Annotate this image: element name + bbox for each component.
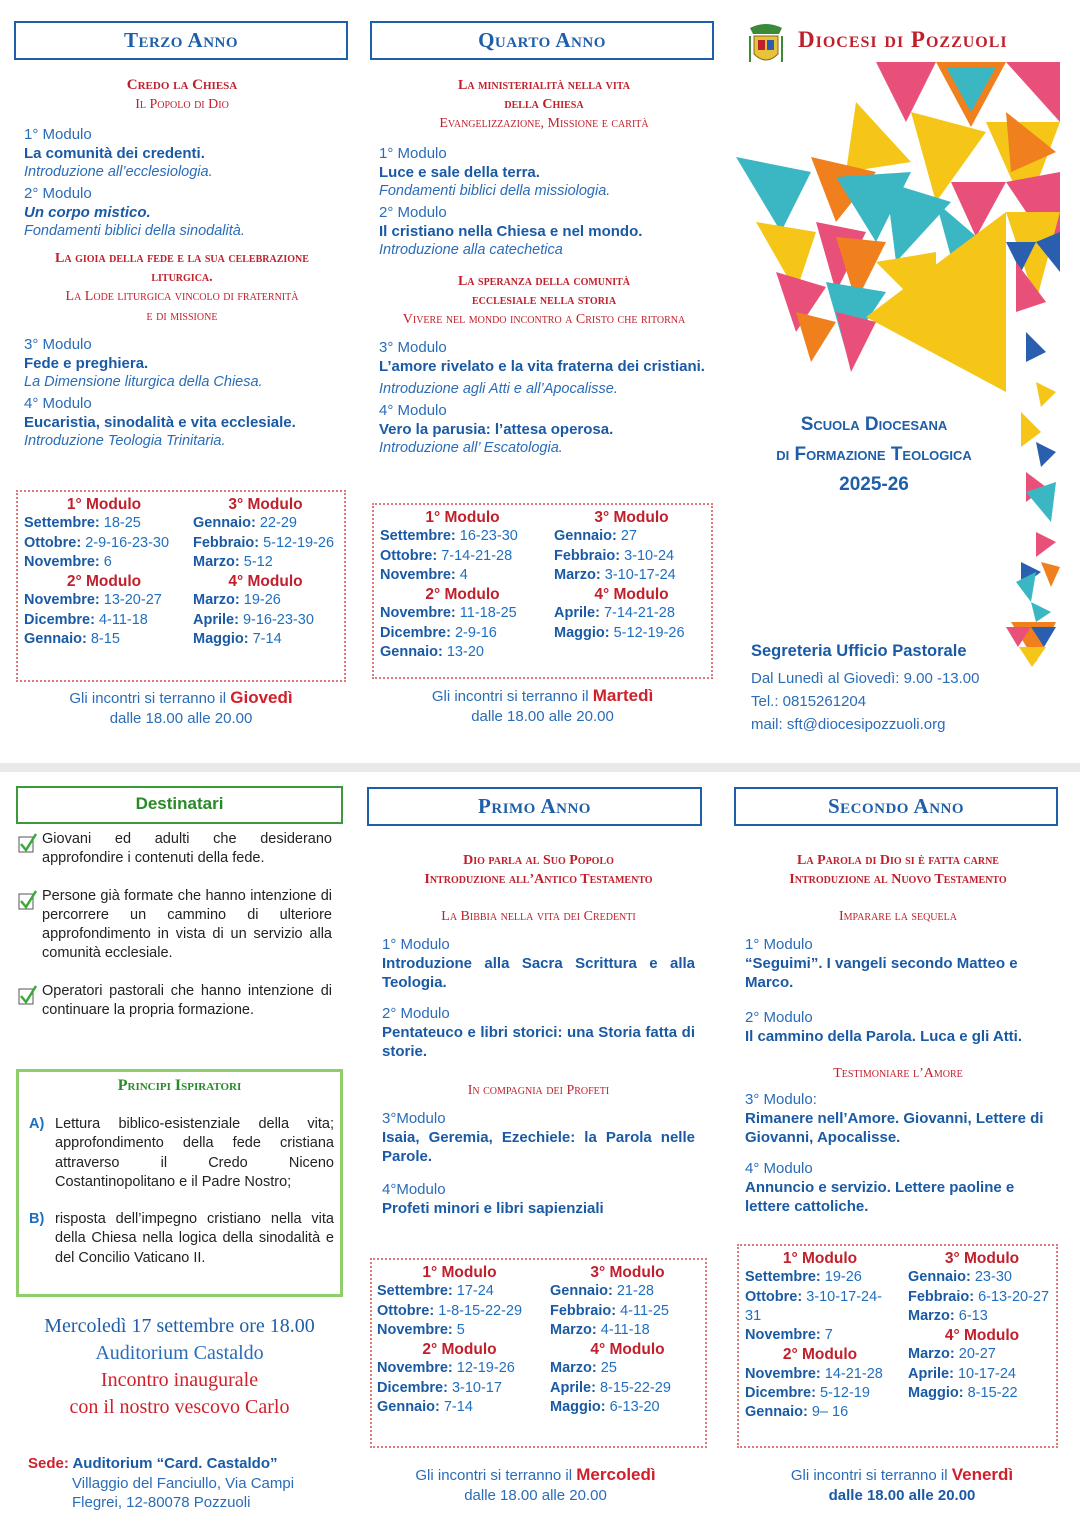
dates: 17-24 (452, 1283, 494, 1300)
meeting-time: dalle 18.00 alle 20.00 (828, 1487, 976, 1504)
destinatari-header (16, 786, 343, 824)
dates: 5-12 (239, 553, 273, 570)
month-label: Aprile: (554, 605, 600, 622)
module-heading: 2° Modulo (422, 1341, 497, 1359)
dates: 1-8-15-22-29 (434, 1302, 523, 1319)
month-label: Settembre: (380, 528, 456, 545)
dates: 4-11-18 (596, 1321, 650, 1338)
module-title: Un corpo mistico. (24, 204, 151, 221)
module-intro: Fondamenti biblici della missiologia. (379, 183, 611, 199)
secondo-schedule-box (737, 1244, 1058, 1448)
module-title: Annuncio e servizio. Lettere paoline e lettere cattoliche. (745, 1179, 1015, 1215)
dates: 19-26 (239, 592, 281, 609)
dates: 2-9-16-23-30 (81, 534, 170, 551)
schedule-col-right (554, 508, 709, 643)
inaugural-event (16, 1313, 343, 1421)
principle-a (29, 1115, 334, 1192)
section-subtitle: Imparare la sequela (839, 909, 957, 924)
list-item-text: Persone già formate che hanno intenzione di percorrere un cammino di ulteriore approfondimento in vista di un servizio alla comunità ecclesiale. (42, 887, 332, 962)
module-label: 1° Modulo (745, 936, 813, 953)
month-label: Dicembre: (745, 1385, 816, 1402)
month-label: Febbraio: (908, 1288, 975, 1305)
dates: 5 (452, 1321, 465, 1338)
module-heading: 1° Modulo (422, 1264, 497, 1281)
office-title: Segreteria Ufficio Pastorale (751, 642, 967, 660)
month-label: Febbraio: (193, 534, 260, 551)
principle-text: Lettura biblico-esistenziale della vita; approfondimento della fede cristiana attraverso il Credo Niceno Costantinopolitano e il Padre Nostro; (55, 1116, 334, 1190)
dates: 6-13-20-27 (974, 1288, 1050, 1305)
module-heading: 4° Modulo (590, 1341, 665, 1359)
meeting-text: Gli incontri si terranno il (415, 1467, 577, 1484)
module-title: Introduzione alla Sacra Scrittura e alla Teologia. (382, 955, 695, 991)
month-label: Novembre: (745, 1365, 821, 1382)
inaugural-place: Auditorium Castaldo (95, 1342, 264, 1364)
module-heading: 2° Modulo (425, 586, 500, 604)
principle-letter: A) (29, 1116, 45, 1132)
office-phone: Tel.: 0815261204 (751, 693, 867, 710)
quarto-meeting-info (372, 686, 713, 727)
dates: 9– 16 (807, 1404, 849, 1421)
month-label: Febbraio: (550, 1302, 617, 1319)
module-heading: 3° Modulo (944, 1250, 1020, 1267)
dates: 5-12-19-26 (609, 624, 685, 641)
secondo-anno-header-text: Secondo Anno (827, 794, 965, 818)
schedule-col-left (745, 1249, 895, 1423)
month-label: Marzo: (908, 1307, 955, 1324)
sede-info (28, 1454, 348, 1513)
office-hours: Dal Lunedì al Giovedì: 9.00 -13.00 (751, 670, 980, 687)
dates: 20-27 (954, 1346, 996, 1363)
primo-meeting-info (367, 1465, 704, 1506)
dates: 4 (455, 566, 468, 583)
school-title-line1: Scuola Diocesana (800, 414, 948, 435)
dates: 18-25 (99, 515, 141, 532)
principi-box (16, 1069, 343, 1297)
dates: 10-17-24 (953, 1365, 1016, 1382)
module-intro: Introduzione all’ Escatologia. (379, 440, 563, 456)
month-label: Ottobre: (377, 1302, 435, 1319)
schedule-col-right (908, 1249, 1056, 1403)
month-label: Marzo: (554, 566, 601, 583)
primo-anno-header (367, 787, 702, 826)
month-label: Novembre: (24, 592, 100, 609)
module-label: 3° Modulo: (745, 1091, 817, 1108)
dates: 6-13 (954, 1307, 988, 1324)
dates: 23-30 (970, 1269, 1012, 1286)
month-label: Novembre: (380, 605, 456, 622)
diocese-title: Diocesi di Pozzuoli (798, 27, 1008, 52)
dates: 6 (99, 553, 112, 570)
meeting-day: Giovedì (230, 688, 293, 707)
dates: 7 (820, 1327, 833, 1344)
dates: 5-12-19-26 (259, 534, 335, 551)
module-label: 2° Modulo (379, 204, 447, 221)
section-title-cont: ecclesiale nella storia (471, 293, 617, 308)
section-subtitle: Evangelizzazione, Missione e carità (439, 116, 649, 131)
primo-schedule-box (370, 1258, 707, 1448)
dates: 7-14 (248, 631, 282, 648)
meeting-day: Venerdì (951, 1465, 1014, 1484)
month-label: Gennaio: (24, 631, 87, 648)
month-label: Novembre: (380, 566, 456, 583)
dates: 27 (616, 528, 638, 545)
checkmark-icon (18, 889, 36, 909)
month-label: Gennaio: (550, 1283, 613, 1300)
secondo-anno-header (734, 787, 1058, 826)
module-label: 1° Modulo (24, 126, 92, 143)
month-label: Marzo: (550, 1321, 597, 1338)
module-title: La comunità dei credenti. (24, 145, 205, 162)
sede-address: Flegrei, 12-80078 Pozzuoli (72, 1494, 251, 1511)
schedule-col-left (377, 1263, 542, 1417)
dates: 4-11-18 (94, 611, 148, 628)
module-intro: La Dimensione liturgica della Chiesa. (24, 374, 263, 390)
dates: 2-9-16 (450, 624, 497, 641)
principle-b (29, 1210, 334, 1268)
module-label: 3°Modulo (382, 1110, 446, 1127)
module-heading: 1° Modulo (66, 496, 142, 513)
month-label: Settembre: (745, 1269, 821, 1286)
module-intro: Fondamenti biblici della sinodalità. (24, 223, 245, 239)
section-title: Credo la Chiesa (126, 77, 238, 93)
secondo-meeting-info (737, 1465, 1067, 1506)
module-title: Il cristiano nella Chiesa e nel mondo. (379, 223, 643, 240)
module-title: Eucaristia, sinodalità e vita ecclesiale. (24, 414, 296, 431)
month-label: Maggio: (550, 1399, 606, 1416)
meeting-time: dalle 18.00 alle 20.00 (464, 1487, 607, 1504)
checkmark-icon (18, 832, 36, 852)
dates: 6-13-20 (605, 1399, 660, 1416)
section-subtitle: La Bibbia nella vita dei Credenti (441, 909, 636, 924)
module-heading: 4° Modulo (944, 1327, 1020, 1345)
module-title: Vero la parusia: l’attesa operosa. (379, 421, 614, 438)
school-year: 2025-26 (839, 474, 909, 495)
month-label: Marzo: (193, 553, 240, 570)
month-label: Marzo: (550, 1360, 597, 1377)
dates: 25 (596, 1360, 617, 1377)
principle-text: risposta dell’impegno cristiano nella vita della Chiesa nella logica della sinodalità e del Concilio Vaticano II. (55, 1211, 334, 1266)
terzo-anno-content (24, 76, 340, 451)
month-label: Dicembre: (380, 624, 451, 641)
terzo-meeting-info (16, 688, 346, 729)
inaugural-line2: con il nostro vescovo Carlo (69, 1396, 290, 1418)
office-contact (751, 640, 1051, 736)
principle-letter: B) (29, 1211, 45, 1228)
dates: 7-14-21-28 (437, 547, 513, 564)
primo-anno-header-text: Primo Anno (478, 794, 591, 818)
section-title-cont: Introduzione al Nuovo Testamento (789, 872, 1007, 887)
quarto-anno-header-text: Quarto Anno (478, 28, 606, 52)
month-label: Gennaio: (908, 1269, 971, 1286)
month-label: Dicembre: (24, 611, 95, 628)
list-item (18, 830, 332, 869)
meeting-text: Gli incontri si terranno il (69, 690, 231, 707)
month-label: Ottobre: (745, 1288, 803, 1305)
month-label: Gennaio: (377, 1399, 440, 1416)
module-label: 2° Modulo (382, 1005, 450, 1022)
section-subtitle: Il Popolo di Dio (135, 97, 229, 112)
dates: 3-10-17 (447, 1379, 502, 1396)
module-title: Pentateuco e libri storici: una Storia fatta di storie. (382, 1024, 695, 1060)
list-item (18, 887, 332, 964)
dates: 3-10-17-24-31 (745, 1288, 882, 1324)
meeting-text: Gli incontri si terranno il (790, 1467, 952, 1484)
module-intro: Introduzione Teologia Trinitaria. (24, 433, 226, 449)
section-subtitle-cont: e di missione (146, 309, 218, 324)
dates: 7-14 (439, 1399, 473, 1416)
dates: 12-19-26 (452, 1360, 515, 1377)
office-email[interactable]: mail: sft@diocesipozzuoli.org (751, 716, 946, 733)
dates: 8-15-22-29 (595, 1379, 671, 1396)
module-intro: Introduzione all’ecclesiologia. (24, 164, 213, 180)
schedule-col-right (193, 495, 338, 649)
module-label: 4° Modulo (745, 1160, 813, 1177)
month-label: Gennaio: (193, 515, 256, 532)
month-label: Novembre: (377, 1321, 453, 1338)
dates: 3-10-24 (620, 547, 675, 564)
dates: 22-29 (255, 515, 297, 532)
inaugural-date: Mercoledì 17 settembre ore 18.00 (44, 1315, 315, 1337)
section-title: Dio parla al Suo Popolo (463, 853, 614, 868)
section-title: La ministerialità nella vita (458, 78, 630, 93)
meeting-time: dalle 18.00 alle 20.00 (471, 708, 614, 725)
terzo-anno-header-text: Terzo Anno (123, 28, 239, 52)
dates: 8-15 (86, 631, 120, 648)
section-title-cont: Introduzione all’Antico Testamento (424, 872, 653, 887)
module-heading: 4° Modulo (594, 586, 669, 604)
section-title-cont: della Chiesa (504, 97, 584, 112)
meeting-text: Gli incontri si terranno il (431, 688, 593, 705)
module-label: 1° Modulo (379, 145, 447, 162)
destinatari-header-text: Destinatari (135, 794, 224, 813)
month-label: Gennaio: (380, 644, 443, 661)
module-title: Fede e preghiera. (24, 355, 149, 372)
module-heading: 3° Modulo (594, 509, 669, 526)
month-label: Settembre: (377, 1283, 453, 1300)
month-label: Settembre: (24, 515, 100, 532)
dates: 19-26 (820, 1269, 862, 1286)
module-title: L’amore rivelato e la vita fraterna dei cristiani. (379, 358, 705, 375)
module-label: 2° Modulo (745, 1009, 813, 1026)
decorative-triangles-graphic (736, 62, 1066, 682)
meeting-time: dalle 18.00 alle 20.00 (109, 710, 253, 727)
module-title: Il cammino della Parola. Luca e gli Atti. (745, 1028, 1023, 1045)
destinatari-list (18, 830, 332, 1020)
dates: 13-20-27 (99, 592, 162, 609)
module-heading: 1° Modulo (425, 509, 500, 526)
month-label: Aprile: (550, 1379, 596, 1396)
dates: 9-16-23-30 (238, 611, 314, 628)
module-label: 2° Modulo (24, 185, 92, 202)
sede-label: Sede: (28, 1455, 69, 1472)
month-label: Maggio: (908, 1385, 964, 1402)
list-item-text: Operatori pastorali che hanno intenzione di continuare la propria formazione. (42, 982, 332, 1019)
quarto-anno-content (379, 76, 709, 458)
month-label: Marzo: (908, 1346, 955, 1363)
dates: 16-23-30 (455, 528, 518, 545)
dates: 3-10-17-24 (600, 566, 676, 583)
checkmark-icon (18, 984, 36, 1004)
section-subtitle: In compagnia dei Profeti (467, 1083, 610, 1098)
module-label: 4°Modulo (382, 1181, 446, 1198)
month-label: Ottobre: (380, 547, 438, 564)
meeting-day: Martedì (592, 686, 654, 705)
month-label: Dicembre: (377, 1379, 448, 1396)
month-label: Marzo: (193, 592, 240, 609)
module-heading: 2° Modulo (66, 573, 142, 591)
quarto-anno-header (370, 21, 714, 60)
module-label: 3° Modulo (379, 339, 447, 356)
inaugural-line1: Incontro inaugurale (100, 1369, 259, 1391)
dates: 4-11-25 (616, 1302, 669, 1319)
dates: 7-14-21-28 (599, 605, 675, 622)
schedule-col-right (550, 1263, 705, 1417)
dates: 11-18-25 (455, 605, 517, 622)
month-label: Maggio: (193, 631, 249, 648)
sede-address: Villaggio del Fanciullo, Via Campi (72, 1474, 295, 1492)
module-title: Profeti minori e libri sapienziali (382, 1200, 604, 1217)
month-label: Ottobre: (24, 534, 82, 551)
module-label: 3° Modulo (24, 336, 92, 353)
month-label: Febbraio: (554, 547, 621, 564)
month-label: Novembre: (377, 1360, 453, 1377)
month-label: Novembre: (24, 553, 100, 570)
month-label: Gennaio: (745, 1404, 808, 1421)
module-heading: 3° Modulo (228, 496, 303, 513)
terzo-schedule-box (16, 490, 346, 682)
module-intro: Introduzione agli Atti e all’Apocalisse. (379, 381, 618, 397)
month-label: Aprile: (193, 611, 239, 628)
secondo-anno-content (745, 851, 1051, 1216)
meeting-day: Mercoledì (576, 1465, 656, 1484)
principi-header: Principi Ispiratori (117, 1077, 242, 1094)
month-label: Aprile: (908, 1365, 954, 1382)
schedule-col-left (380, 508, 545, 662)
module-heading: 4° Modulo (228, 573, 303, 591)
school-title (740, 410, 1008, 500)
module-heading: 1° Modulo (782, 1250, 858, 1267)
dates: 8-15-22 (963, 1385, 1018, 1402)
section-title: La speranza della comunità (457, 274, 631, 289)
section-subtitle: Testimoniare l’Amore (833, 1066, 963, 1081)
list-item-text: Giovani ed adulti che desiderano approfondire i contenuti della fede. (42, 831, 332, 867)
section-title: La Parola di Dio si è fatta carne (797, 853, 999, 868)
sede-name: Auditorium “Card. Castaldo” (68, 1455, 278, 1472)
module-heading: 3° Modulo (590, 1264, 665, 1281)
dates: 21-28 (612, 1283, 654, 1300)
section-subtitle: La Lode liturgica vincolo di fraternità (65, 289, 299, 304)
module-title: Luce e sale della terra. (379, 164, 540, 181)
dates: 5-12-19 (815, 1385, 870, 1402)
section-subtitle: Vivere nel mondo incontro a Cristo che ritorna (402, 312, 686, 327)
quarto-schedule-box (372, 503, 713, 679)
section-title-cont: liturgica. (151, 270, 213, 285)
module-label: 4° Modulo (24, 395, 92, 412)
schedule-col-left (24, 495, 184, 649)
list-item (18, 982, 332, 1021)
section-title: La gioia della fede e la sua celebrazione (55, 251, 309, 266)
school-title-line2: di Formazione Teologica (776, 444, 972, 465)
module-intro: Introduzione alla catechetica (379, 242, 563, 258)
module-title: Isaia, Geremia, Ezechiele: la Parola nelle Parole. (382, 1129, 695, 1165)
month-label: Novembre: (745, 1327, 821, 1344)
module-title: Rimanere nell’Amore. Giovanni, Lettere di Giovanni, Apocalisse. (745, 1110, 1044, 1146)
month-label: Gennaio: (554, 528, 617, 545)
fold-divider (0, 763, 1080, 772)
module-title: “Seguimi”. I vangeli secondo Matteo e Marco. (745, 955, 1018, 991)
primo-anno-content (382, 851, 695, 1218)
month-label: Maggio: (554, 624, 610, 641)
terzo-anno-header (14, 21, 348, 60)
module-label: 1° Modulo (382, 936, 450, 953)
dates: 14-21-28 (820, 1365, 883, 1382)
module-label: 4° Modulo (379, 402, 447, 419)
dates: 13-20 (442, 644, 484, 661)
module-heading: 2° Modulo (782, 1346, 858, 1364)
